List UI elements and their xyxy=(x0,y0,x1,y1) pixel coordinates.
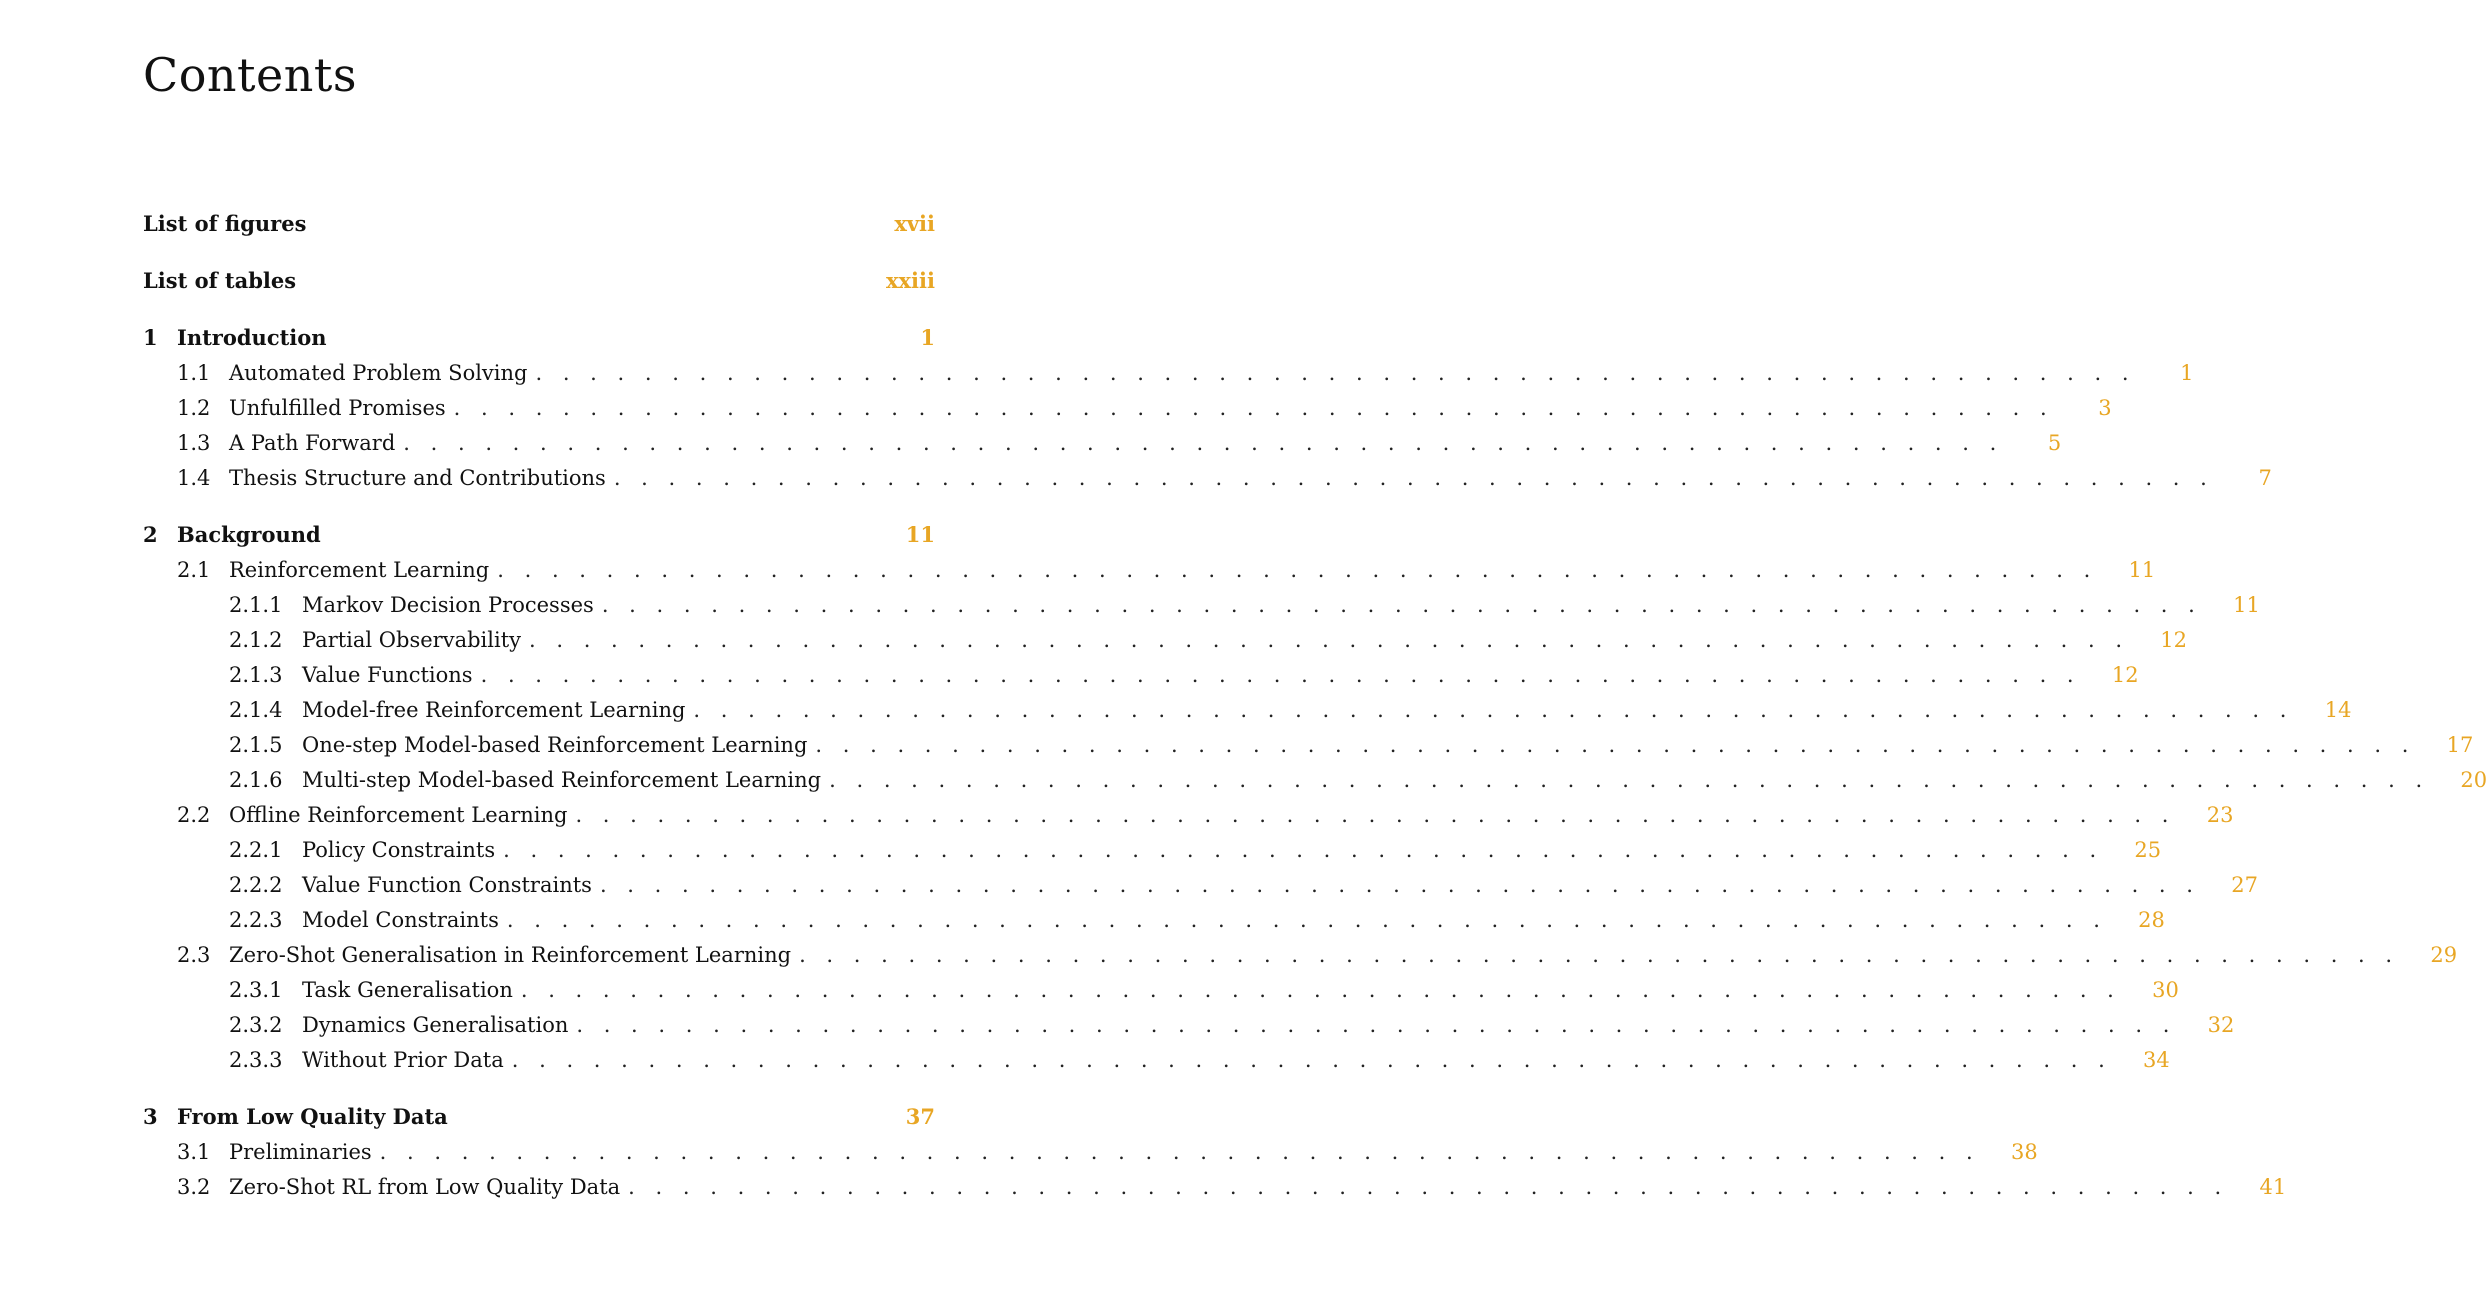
leader-dots: . . . . . . . . . . . . . . . . . . . . . . . . . . . . . . . . . . . . . . . . . . . . . . . . . . . . . . . . . . . xyxy=(628,1174,2229,1199)
toc-entry-label: Multi-step Model-based Reinforcement Learning xyxy=(302,767,822,792)
toc-subsection-2-3-3[interactable] xyxy=(143,1042,2170,1077)
toc-page-number[interactable]: xxiii xyxy=(886,268,935,293)
toc-entry-label: Offline Reinforcement Learning xyxy=(229,802,568,827)
toc-entry-label: Value Functions xyxy=(302,662,473,687)
leader-dots: . . . . . . . . . . . . . . . . . . . . . . . . . . . . . . . . . . . . . . . . . . . . . . . . . . . . . . . . . . . xyxy=(480,662,2081,687)
toc-entry-label: Zero-Shot Generalisation in Reinforcement Learning xyxy=(229,942,792,967)
toc-section-3-1[interactable] xyxy=(143,1134,2038,1169)
leader-dots: . . . . . . . . . . . . . . . . . . . . . . . . . . . . . . . . . . . . . . . . . . . . . . . . . . . . . . . . . . . xyxy=(511,1047,2112,1072)
leader-dots: . . . . . . . . . . . . . . . . . . . . . . . . . . . . . . . . . . . . . . . . . . . . . . . . . . . . . . . . . . . xyxy=(799,942,2400,967)
toc-chapter-1[interactable] xyxy=(143,320,935,355)
toc-entry-number: 1.4 xyxy=(177,465,211,490)
toc-subsection-2-1-2[interactable] xyxy=(143,622,2188,657)
toc-entry-number: 2.3 xyxy=(177,942,211,967)
toc-entry-number: 1.1 xyxy=(177,360,211,385)
toc-page-number[interactable]: 32 xyxy=(2207,1012,2235,1037)
leader-dots: . . . . . . . . . . . . . . . . . . . . . . . . . . . . . . . . . . . . . . . . . . . . . . . . . . . . . . . . . . . xyxy=(613,465,2214,490)
toc-entry-number: 3.1 xyxy=(177,1139,211,1164)
toc-subsection-2-2-3[interactable] xyxy=(143,902,2165,937)
leader-dots: . . . . . . . . . . . . . . . . . . . . . . . . . . . . . . . . . . . . . . . . . . . . . . . . . . . . . . . . . . . xyxy=(601,592,2202,617)
toc-page-number[interactable]: 38 xyxy=(2010,1139,2038,1164)
toc-entry-list-of-tables[interactable] xyxy=(143,263,935,298)
toc-page-number[interactable]: 25 xyxy=(2134,837,2162,862)
toc-page-number[interactable]: 11 xyxy=(905,522,935,547)
toc-entry-label: Markov Decision Processes xyxy=(302,592,594,617)
toc-entry-number: 2.2.3 xyxy=(229,907,283,932)
toc-page-number[interactable]: 28 xyxy=(2138,907,2165,932)
toc-entry-number: 2.2.2 xyxy=(229,872,283,897)
toc-entry-label: Model Constraints xyxy=(302,907,499,932)
toc-entry-number: 3.2 xyxy=(177,1174,211,1199)
leader-dots: . . . . . . . . . . . . . . . . . . . . . . . . . . . . . . . . . . . . . . . . . . . . . . . . . . . . . . . . . . . xyxy=(379,1139,1980,1164)
page-title: Contents xyxy=(143,48,357,102)
toc-entry-label: List of figures xyxy=(143,211,307,236)
toc-chapters xyxy=(143,320,2487,1204)
leader-dots: . . . . . . . . . . . . . . . . . . . . . . . . . . . . . . . . . . . . . . . . . . . . . . . . . . . . . . . . . . . xyxy=(497,557,2098,582)
toc-subsection-2-2-2[interactable] xyxy=(143,867,2258,902)
toc-page-number[interactable]: 1 xyxy=(920,325,935,350)
toc-page-number[interactable]: 34 xyxy=(2143,1047,2170,1072)
toc-page-number[interactable]: 11 xyxy=(2233,592,2260,617)
toc-entry-number: 3 xyxy=(143,1104,158,1129)
toc-page-number[interactable]: 30 xyxy=(2152,977,2179,1002)
toc-entry-number: 2.1.5 xyxy=(229,732,283,757)
toc-subsection-2-2-1[interactable] xyxy=(143,832,2162,867)
toc-section-3-2[interactable] xyxy=(143,1169,2287,1204)
toc-section-1-4[interactable] xyxy=(143,460,2272,495)
toc-entry-label: Introduction xyxy=(177,325,327,350)
leader-dots: . . . . . . . . . . . . . . . . . . . . . . . . . . . . . . . . . . . . . . . . . . . . . . . . . . . . . . . . . . . xyxy=(535,360,2136,385)
toc-entry-label: Model-free Reinforcement Learning xyxy=(302,697,686,722)
leader-dots: . . . . . . . . . . . . . . . . . . . . . . . . . . . . . . . . . . . . . . . . . . . . . . . . . . . . . . . . . . . xyxy=(453,395,2054,420)
toc-entry-label: One-step Model-based Reinforcement Learning xyxy=(302,732,808,757)
toc-entry-number: 2.1.4 xyxy=(229,697,283,722)
toc-page-number[interactable]: 7 xyxy=(2258,465,2272,490)
leader-dots: . . . . . . . . . . . . . . . . . . . . . . . . . . . . . . . . . . . . . . . . . . . . . . . . . . . . . . . . . . . xyxy=(520,977,2121,1002)
toc-page-number[interactable]: 41 xyxy=(2259,1174,2287,1199)
toc-entry-number: 2.1.6 xyxy=(229,767,283,792)
toc-subsection-2-1-6[interactable] xyxy=(143,762,2487,797)
toc-section-2-3[interactable] xyxy=(143,937,2458,972)
toc-subsection-2-3-1[interactable] xyxy=(143,972,2179,1007)
toc-page-number[interactable]: 12 xyxy=(2160,627,2188,652)
toc-entry-list-of-figures[interactable] xyxy=(143,206,935,241)
toc-subsection-2-1-5[interactable] xyxy=(143,727,2474,762)
toc-section-2-2[interactable] xyxy=(143,797,2234,832)
toc-entry-number: 2.3.3 xyxy=(229,1047,283,1072)
toc-page-number[interactable]: 29 xyxy=(2430,942,2458,967)
toc-entry-label: Reinforcement Learning xyxy=(229,557,490,582)
toc-chapter-2[interactable] xyxy=(143,517,935,552)
leader-dots: . . . . . . . . . . . . . . . . . . . . . . . . . . . . . . . . . . . . . . . . . . . . . . . . . . . . . . . . . . . xyxy=(576,1012,2177,1037)
toc-entry-label: Automated Problem Solving xyxy=(229,360,528,385)
toc-page-number[interactable]: 3 xyxy=(2098,395,2112,420)
toc-entry-number: 2.2 xyxy=(177,802,211,827)
toc-page-number[interactable]: 11 xyxy=(2128,557,2156,582)
toc-page-number[interactable]: 17 xyxy=(2446,732,2474,757)
leader-dots: . . . . . . . . . . . . . . . . . . . . . . . . . . . . . . . . . . . . . . . . . . . . . . . . . . . . . . . . . . . xyxy=(599,872,2200,897)
toc-entry-label: Value Function Constraints xyxy=(302,872,592,897)
toc-section-1-3[interactable] xyxy=(143,425,2062,460)
toc-page-number[interactable]: 14 xyxy=(2324,697,2352,722)
toc-entry-label: Unfulfilled Promises xyxy=(229,395,446,420)
toc-page-number[interactable]: 23 xyxy=(2206,802,2234,827)
toc-entry-number: 1.2 xyxy=(177,395,211,420)
leader-dots: . . . . . . . . . . . . . . . . . . . . . . . . . . . . . . . . . . . . . . . . . . . . . . . . . . . . . . . . . . . xyxy=(575,802,2176,827)
toc-section-1-1[interactable] xyxy=(143,355,2194,390)
leader-dots: . . . . . . . . . . . . . . . . . . . . . . . . . . . . . . . . . . . . . . . . . . . . . . . . . . . . . . . . . . . xyxy=(829,767,2430,792)
toc-entry-label: Preliminaries xyxy=(229,1139,372,1164)
toc-entry-label: Thesis Structure and Contributions xyxy=(229,465,606,490)
leader-dots: . . . . . . . . . . . . . . . . . . . . . . . . . . . . . . . . . . . . . . . . . . . . . . . . . . . . . . . . . . . xyxy=(529,627,2130,652)
toc-entry-number: 2.1 xyxy=(177,557,211,582)
toc-entry-label: Zero-Shot RL from Low Quality Data xyxy=(229,1174,621,1199)
toc-entry-label: Dynamics Generalisation xyxy=(302,1012,569,1037)
leader-dots: . . . . . . . . . . . . . . . . . . . . . . . . . . . . . . . . . . . . . . . . . . . . . . . . . . . . . . . . . . . xyxy=(815,732,2416,757)
leader-dots: . . . . . . . . . . . . . . . . . . . . . . . . . . . . . . . . . . . . . . . . . . . . . . . . . . . . . . . . . . . xyxy=(506,907,2107,932)
toc-entry-label: Policy Constraints xyxy=(302,837,496,862)
leader-dots: . . . . . . . . . . . . . . . . . . . . . . . . . . . . . . . . . . . . . . . . . . . . . . . . . . . . . . . . . . . xyxy=(403,430,2004,455)
toc-subsection-2-1-4[interactable] xyxy=(143,692,2352,727)
toc-entry-label: Without Prior Data xyxy=(302,1047,504,1072)
table-of-contents xyxy=(143,206,2487,1204)
toc-entry-number: 2.2.1 xyxy=(229,837,283,862)
toc-page-number[interactable]: xvii xyxy=(894,211,935,236)
toc-subsection-2-1-3[interactable] xyxy=(143,657,2139,692)
toc-entry-label: Partial Observability xyxy=(302,627,521,652)
toc-entry-number: 1 xyxy=(143,325,158,350)
toc-entry-label: Task Generalisation xyxy=(302,977,513,1002)
leader-dots: . . . . . . . . . . . . . . . . . . . . . . . . . . . . . . . . . . . . . . . . . . . . . . . . . . . . . . . . . . . xyxy=(503,837,2104,862)
toc-entry-number: 2.1.2 xyxy=(229,627,283,652)
toc-entry-label: List of tables xyxy=(143,268,297,293)
toc-page-number[interactable]: 5 xyxy=(2047,430,2062,455)
toc-entry-number: 2 xyxy=(143,522,158,547)
toc-entry-number: 2.3.1 xyxy=(229,977,283,1002)
toc-page-number[interactable]: 1 xyxy=(2180,360,2194,385)
toc-entry-number: 2.3.2 xyxy=(229,1012,283,1037)
toc-entry-label: Background xyxy=(177,522,321,547)
toc-chapter-3[interactable] xyxy=(143,1099,935,1134)
toc-section-2-1[interactable] xyxy=(143,552,2156,587)
toc-section-1-2[interactable] xyxy=(143,390,2112,425)
toc-subsection-2-3-2[interactable] xyxy=(143,1007,2235,1042)
toc-entry-number: 2.1.1 xyxy=(229,592,283,617)
toc-page-number[interactable]: 27 xyxy=(2231,872,2258,897)
toc-entry-number: 1.3 xyxy=(177,430,211,455)
toc-entry-label: From Low Quality Data xyxy=(177,1104,448,1129)
toc-subsection-2-1-1[interactable] xyxy=(143,587,2260,622)
toc-page-number[interactable]: 20 xyxy=(2460,767,2487,792)
toc-entry-label: A Path Forward xyxy=(229,430,396,455)
toc-page-number[interactable]: 12 xyxy=(2111,662,2139,687)
leader-dots: . . . . . . . . . . . . . . . . . . . . . . . . . . . . . . . . . . . . . . . . . . . . . . . . . . . . . . . . . . . xyxy=(693,697,2294,722)
toc-entry-number: 2.1.3 xyxy=(229,662,283,687)
toc-page-number[interactable]: 37 xyxy=(905,1104,935,1129)
